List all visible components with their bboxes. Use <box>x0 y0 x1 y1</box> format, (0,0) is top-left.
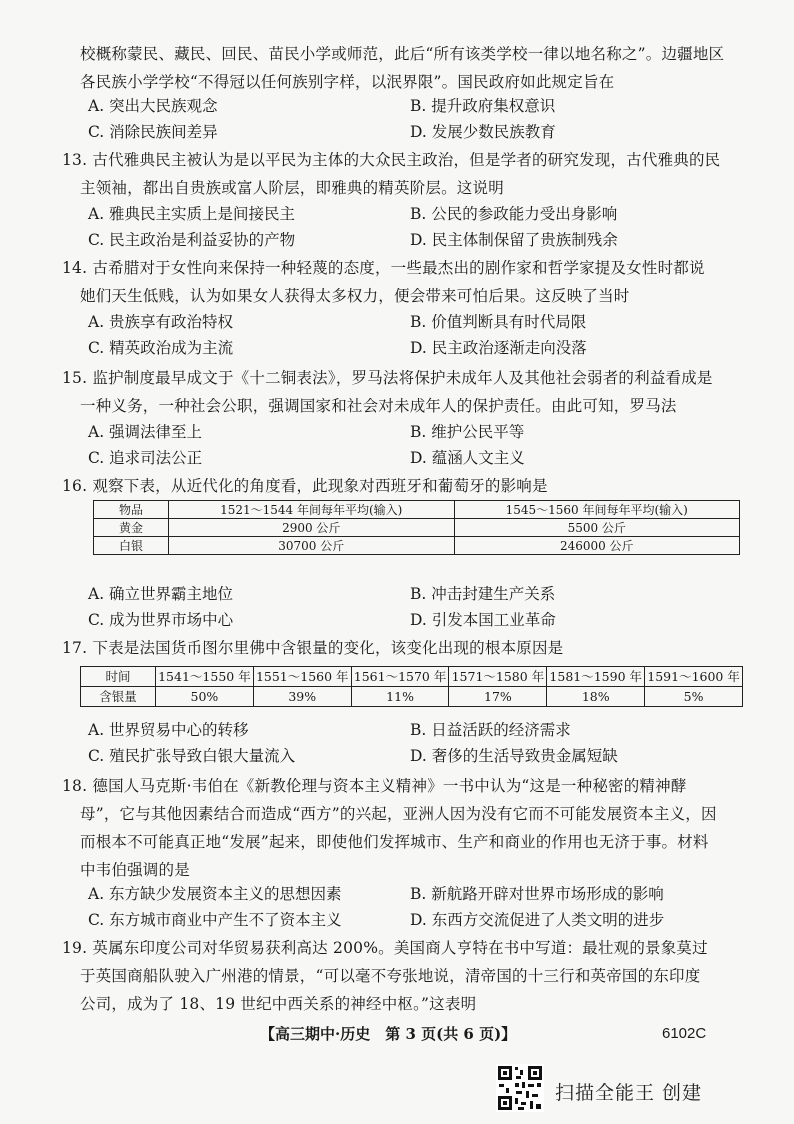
question-14-stem-line: 她们天生低贱，认为如果女人获得太多权力，便会带来可怕后果。这反映了当时 <box>80 287 630 305</box>
table-cell: 黄金 <box>94 519 169 537</box>
option-b: B. 冲击封建生产关系 <box>410 585 556 603</box>
option-c: C. 追求司法公正 <box>88 449 203 467</box>
option-c: C. 东方城市商业中产生不了资本主义 <box>88 911 342 929</box>
table-header-cell: 1545～1560 年间每年平均(输入) <box>454 501 740 519</box>
question-14-stem-line: 14. 古希腊对于女性向来保持一种轻蔑的态度，一些最杰出的剧作家和哲学家提及女性时都说 <box>62 259 705 277</box>
option-b: B. 提升政府集权意识 <box>410 97 556 115</box>
question-18-stem-line: 18. 德国人马克斯·韦伯在《新教伦理与资本主义精神》一书中认为“这是一种秘密的精神酵 <box>62 777 687 795</box>
table-header-cell: 1541～1550 年 <box>156 667 254 687</box>
table-cell: 11% <box>351 687 449 707</box>
option-a: A. 东方缺少发展资本主义的思想因素 <box>88 885 342 903</box>
question-19-stem-line: 于英国商船队驶入广州港的情景，“可以毫不夸张地说，清帝国的十三行和英帝国的东印度 <box>80 967 701 985</box>
scanner-watermark: 扫描全能王 创建 <box>555 1082 703 1104</box>
option-c: C. 民主政治是利益妥协的产物 <box>88 231 296 249</box>
question-16-stem-line: 16. 观察下表，从近代化的角度看，此现象对西班牙和葡萄牙的影响是 <box>62 477 548 495</box>
table-cell: 5500 公斤 <box>454 519 740 537</box>
table-header-cell: 1521～1544 年间每年平均(输入) <box>169 501 455 519</box>
question-13-stem-line: 13. 古代雅典民主被认为是以平民为主体的大众民主政治，但是学者的研究发现，古代雅典的民 <box>62 151 721 169</box>
table-header-row <box>94 501 740 519</box>
option-d: D. 发展少数民族教育 <box>410 123 556 141</box>
option-a: A. 世界贸易中心的转移 <box>88 721 249 739</box>
table-cell: 白银 <box>94 537 169 555</box>
option-c: C. 消除民族间差异 <box>88 123 218 141</box>
option-b: B. 公民的参政能力受出身影响 <box>410 205 618 223</box>
table-cell: 17% <box>449 687 547 707</box>
option-a: A. 雅典民主实质上是间接民主 <box>88 205 296 223</box>
option-d: D. 民主体制保留了贵族制残余 <box>410 231 618 249</box>
option-d: D. 民主政治逐渐走向没落 <box>410 339 587 357</box>
table-cell: 246000 公斤 <box>454 537 740 555</box>
question-18-stem-line: 母”，它与其他因素结合而造成“西方”的兴起，亚洲人因为没有它而不可能发展资本主义，因 <box>80 805 717 823</box>
qr-code-icon <box>496 1064 544 1112</box>
option-d: D. 奢侈的生活导致贵金属短缺 <box>410 747 618 765</box>
table-header-row <box>81 667 743 687</box>
question-19-stem-line: 公司，成为了 18、19 世纪中西关系的神经中枢。”这表明 <box>80 995 477 1013</box>
table-header-cell: 1571～1580 年 <box>449 667 547 687</box>
option-c: C. 殖民扩张导致白银大量流入 <box>88 747 296 765</box>
paper-code: 6102C <box>662 1025 707 1042</box>
silver-content-table <box>80 666 743 707</box>
question-12-stem-line: 校概称蒙民、藏民、回民、苗民小学或师范，此后“所有该类学校一律以地名称之”。边疆地区 <box>80 45 725 63</box>
option-b: B. 维护公民平等 <box>410 423 525 441</box>
table-header-cell: 1581～1590 年 <box>547 667 645 687</box>
table-cell: 39% <box>253 687 351 707</box>
table-row <box>94 519 740 537</box>
question-15-stem-line: 一种义务，一种社会公职，强调国家和社会对未成年人的保护责任。由此可知，罗马法 <box>80 397 677 415</box>
option-a: A. 强调法律至上 <box>88 423 203 441</box>
table-row <box>81 687 743 707</box>
option-c: C. 成为世界市场中心 <box>88 611 234 629</box>
option-b: B. 新航路开辟对世界市场形成的影响 <box>410 885 664 903</box>
question-13-stem-line: 主领袖，都出自贵族或富人阶层，即雅典的精英阶层。这说明 <box>80 179 504 197</box>
option-c: C. 精英政治成为主流 <box>88 339 234 357</box>
table-cell: 30700 公斤 <box>169 537 455 555</box>
option-b: B. 日益活跃的经济需求 <box>410 721 571 739</box>
option-d: D. 引发本国工业革命 <box>410 611 556 629</box>
option-b: B. 价值判断具有时代局限 <box>410 313 587 331</box>
table-header-cell: 1561～1570 年 <box>351 667 449 687</box>
option-d: D. 东西方交流促进了人类文明的进步 <box>410 911 665 929</box>
page-footer: 【高三期中·历史 第 3 页(共 6 页)】 <box>260 1025 517 1043</box>
table-header-cell: 1551～1560 年 <box>253 667 351 687</box>
table-cell: 含银量 <box>81 687 156 707</box>
option-a: A. 确立世界霸主地位 <box>88 585 234 603</box>
question-19-stem-line: 19. 英属东印度公司对华贸易获利高达 200%。美国商人亨特在书中写道：最壮观的景象莫过 <box>62 939 708 957</box>
gold-silver-import-table <box>93 500 740 555</box>
option-d: D. 蕴涵人文主义 <box>410 449 525 467</box>
table-header-cell: 时间 <box>81 667 156 687</box>
question-18-stem-line: 而根本不可能真正地“发展”起来，即使他们发挥城市、生产和商业的作用也无济于事。材料 <box>80 833 709 851</box>
table-cell: 18% <box>547 687 645 707</box>
table-header-cell: 1591～1600 年 <box>645 667 743 687</box>
table-cell: 2900 公斤 <box>169 519 455 537</box>
table-cell: 50% <box>156 687 254 707</box>
question-17-stem-line: 17. 下表是法国货币图尔里佛中含银量的变化，该变化出现的根本原因是 <box>62 639 564 657</box>
option-a: A. 贵族享有政治特权 <box>88 313 234 331</box>
question-12-stem-line: 各民族小学学校“不得冠以任何族别字样，以泯界限”。国民政府如此规定旨在 <box>80 73 615 91</box>
table-row <box>94 537 740 555</box>
table-header-cell: 物品 <box>94 501 169 519</box>
option-a: A. 突出大民族观念 <box>88 97 218 115</box>
table-cell: 5% <box>645 687 743 707</box>
question-15-stem-line: 15. 监护制度最早成文于《十二铜表法》，罗马法将保护未成年人及其他社会弱者的利益看成是 <box>62 369 713 387</box>
question-18-stem-line: 中韦伯强调的是 <box>80 861 190 879</box>
